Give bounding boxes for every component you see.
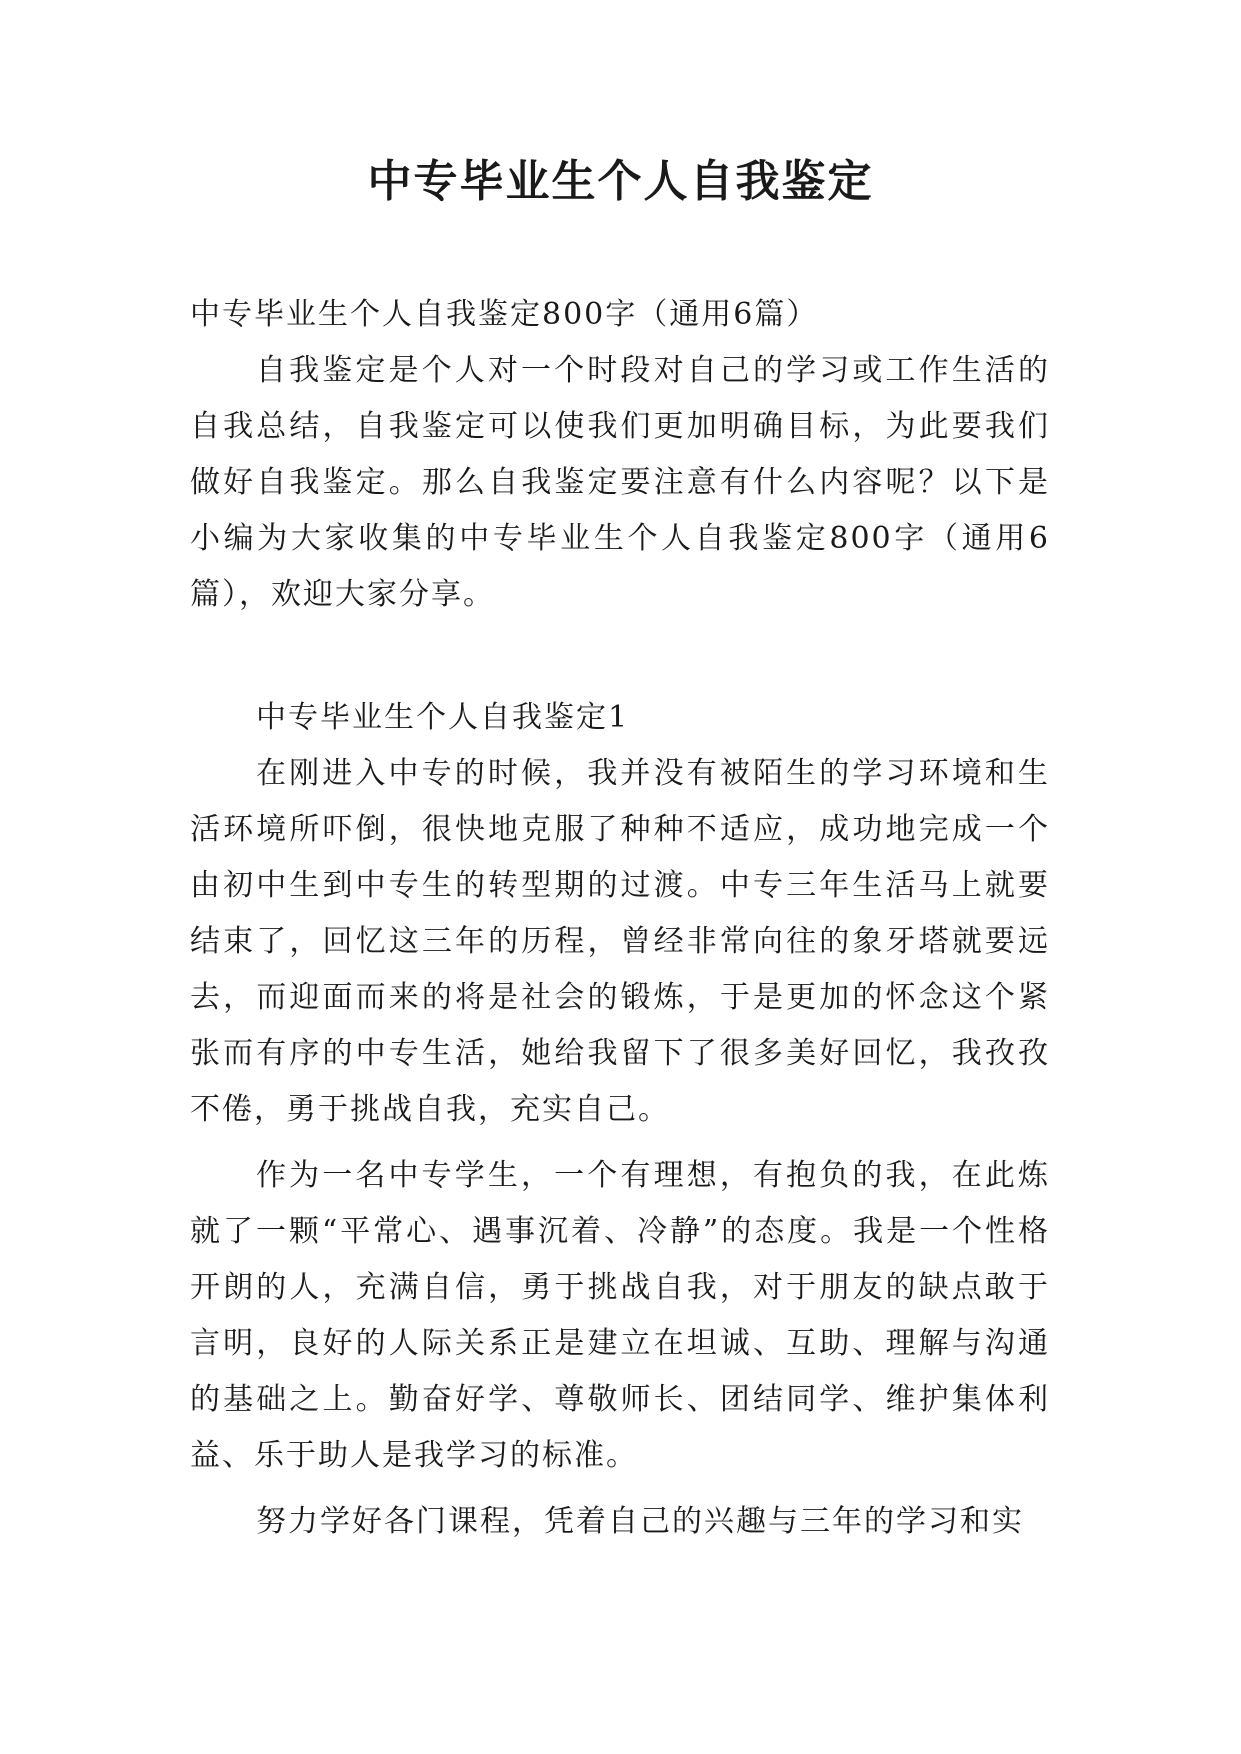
document-title: 中专毕业生个人自我鉴定	[367, 156, 874, 207]
section-heading: 中专毕业生个人自我鉴定1	[256, 700, 630, 735]
document-subtitle: 中专毕业生个人自我鉴定800字（通用6篇）	[190, 297, 819, 332]
body-paragraph-3: 努力学好各门课程，凭着自己的兴趣与三年的学习和实	[256, 1504, 1024, 1539]
intro-paragraph: 自我鉴定是个人对一个时段对自己的学习或工作生活的自我总结，自我鉴定可以使我们更加明确目标，为此要我们做好自我鉴定。那么自我鉴定要注意有什么内容呢？以下是小编为大家收集的中专毕业生个人自我鉴定800字（通用6篇），欢迎大家分享。	[190, 353, 1050, 612]
body-paragraph-2: 作为一名中专学生，一个有理想，有抱负的我，在此炼就了一颗“平常心、遇事沉着、冷静”的态度。我是一个性格开朗的人，充满自信，勇于挑战自我，对于朋友的缺点敢于言明，良好的人际关系正是建立在坦诚、互助、理解与沟通的基础之上。勤奋好学、尊敬师长、团结同学、维护集体利益、乐于助人是我学习的标准。	[190, 1158, 1050, 1473]
body-paragraph-1: 在刚进入中专的时候，我并没有被陌生的学习环境和生活环境所吓倒，很快地克服了种种不适应，成功地完成一个由初中生到中专生的转型期的过渡。中专三年生活马上就要结束了，回忆这三年的历程，曾经非常向往的象牙塔就要远去，而迎面而来的将是社会的锻炼，于是更加的怀念这个紧张而有序的中专生活，她给我留下了很多美好回忆，我孜孜不倦，勇于挑战自我，充实自己。	[190, 756, 1050, 1127]
